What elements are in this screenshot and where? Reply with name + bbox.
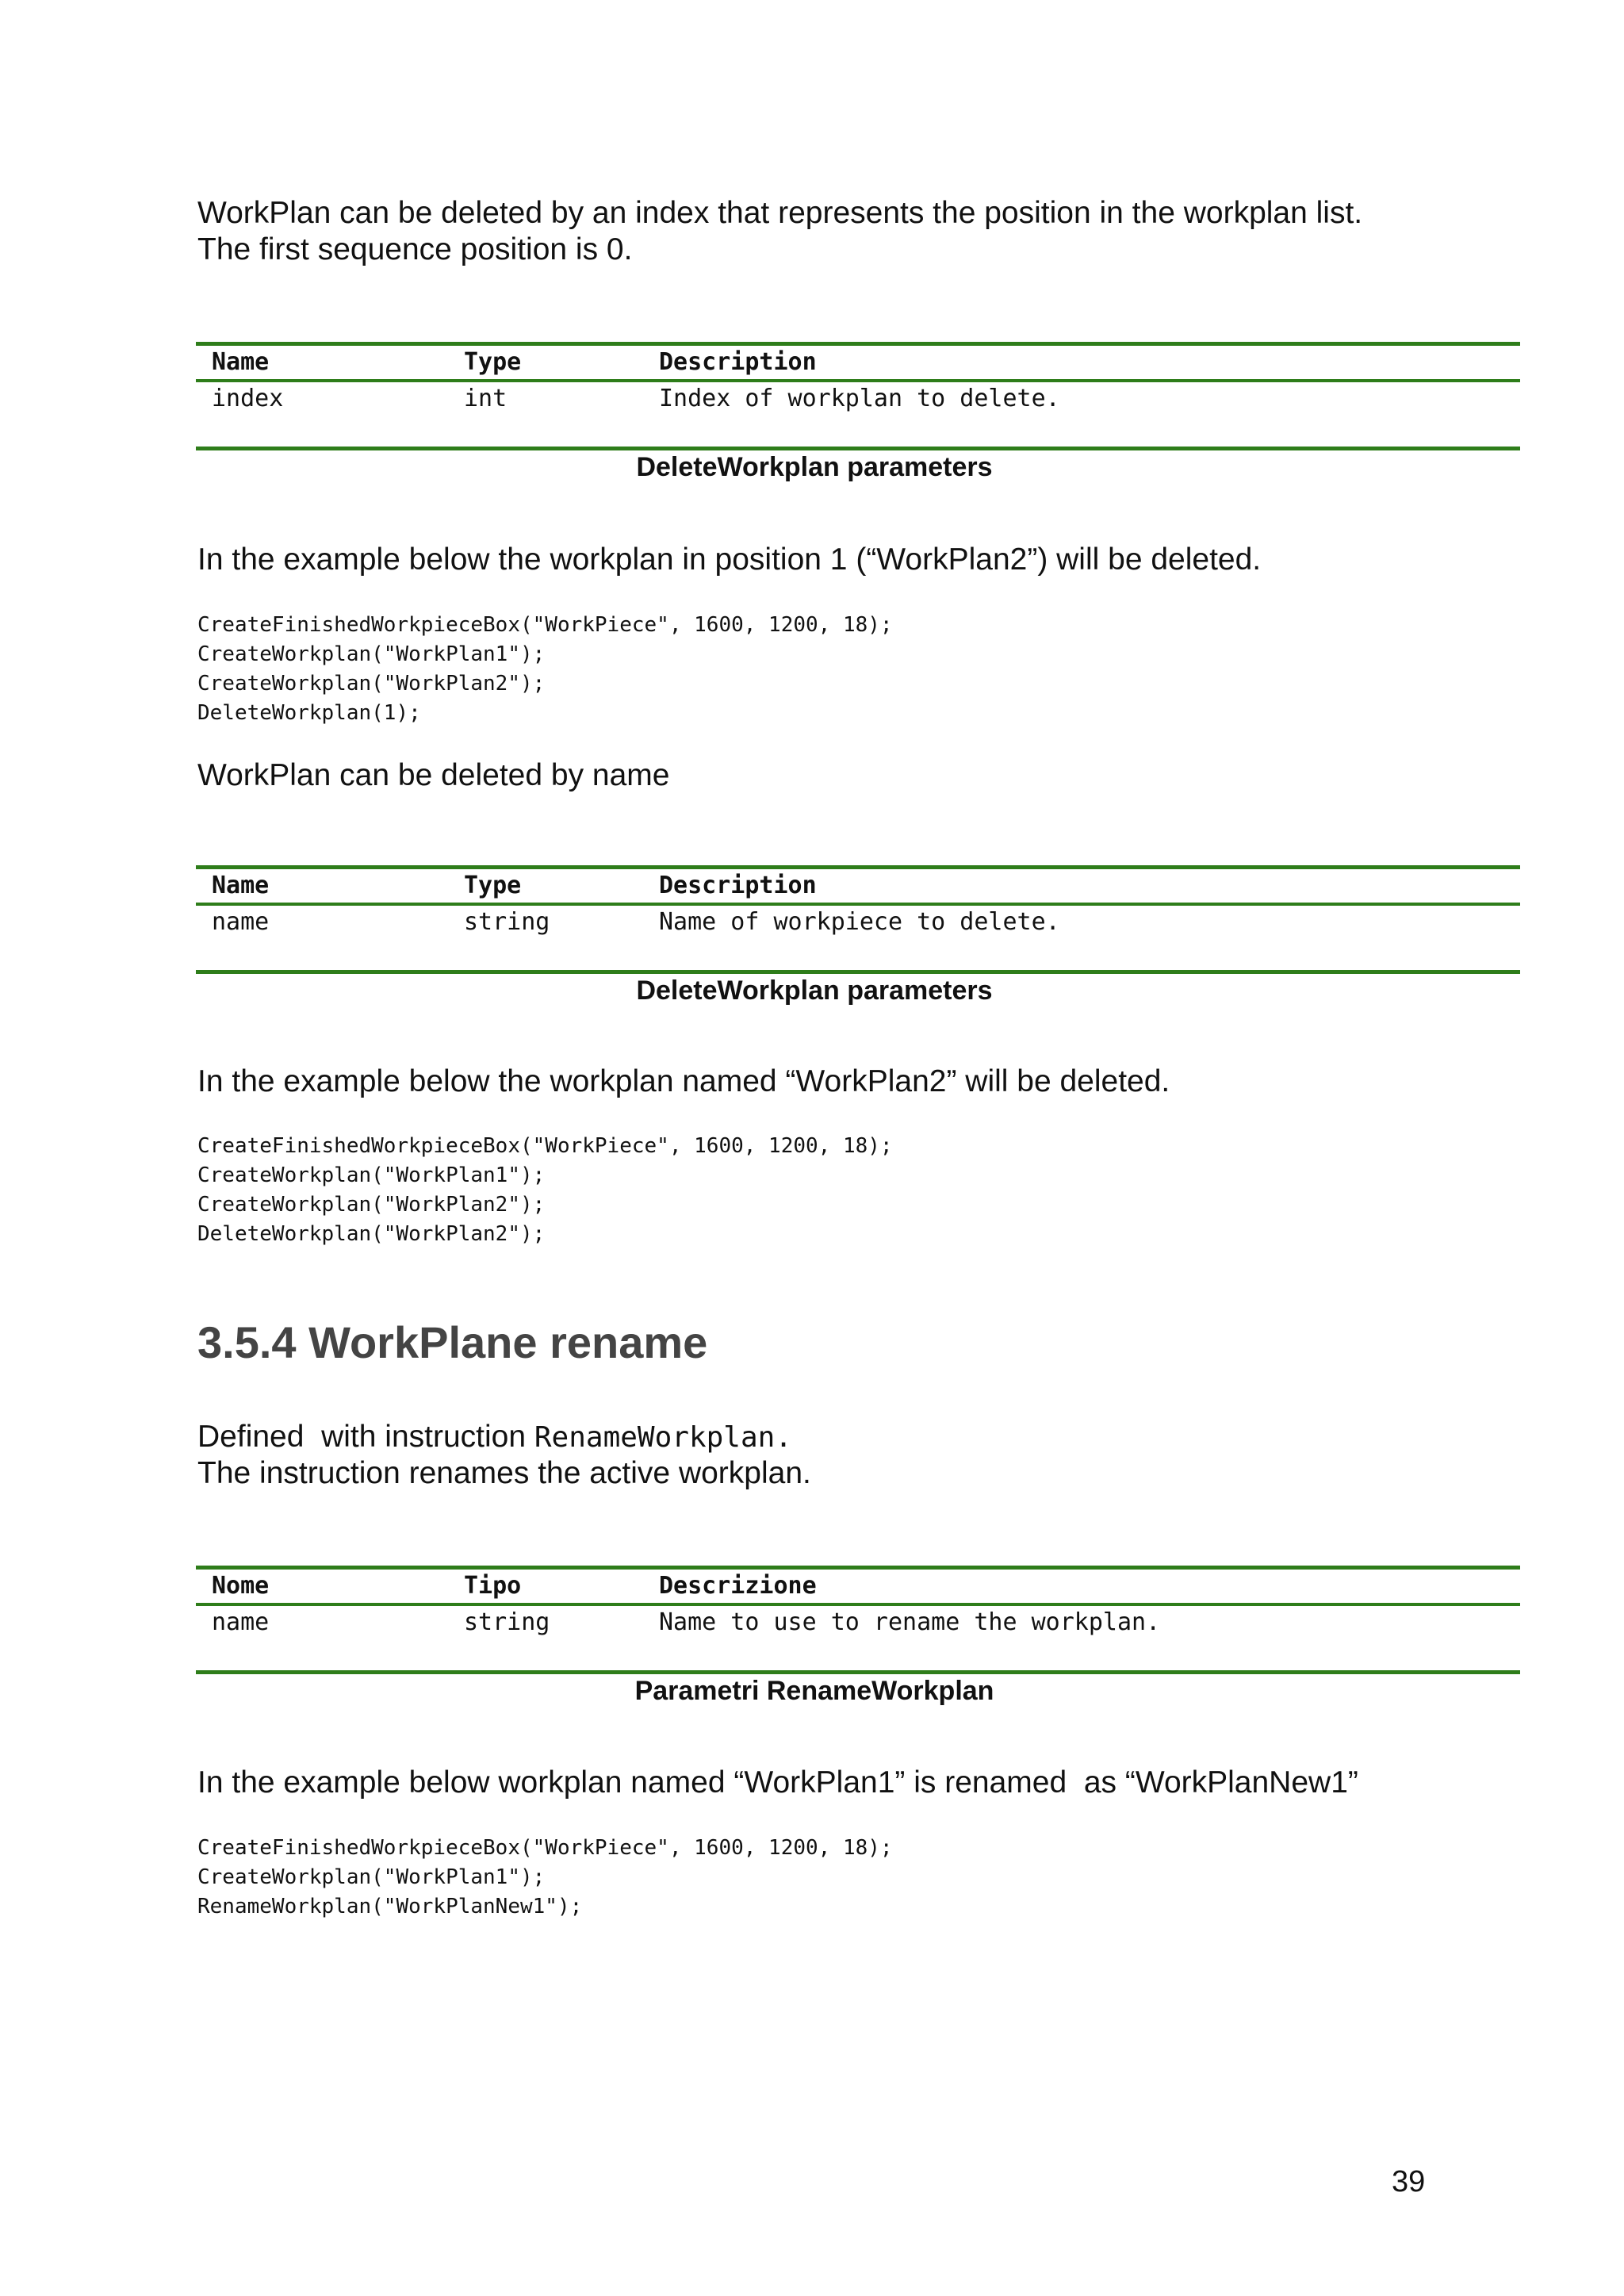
table-top-rule xyxy=(196,1566,1520,1570)
defined-line-2: The instruction renames the active workplan. xyxy=(197,1456,811,1490)
table-header-description: Description xyxy=(659,348,817,376)
table-header-name: Name xyxy=(212,348,270,376)
by-name-text: WorkPlan can be deleted by name xyxy=(197,758,670,792)
page-number: 39 xyxy=(1392,2165,1426,2198)
table-header-rule xyxy=(196,379,1520,382)
code-line: CreateWorkplan("WorkPlan1"); xyxy=(197,1865,546,1889)
table-cell-type: int xyxy=(464,385,508,412)
table-cell-description: Name to use to rename the workplan. xyxy=(659,1608,1161,1636)
parameters-table-index xyxy=(196,342,1520,493)
table-top-rule xyxy=(196,865,1520,869)
code-block-index xyxy=(197,611,1545,728)
code-line: CreateFinishedWorkpieceBox("WorkPiece", 1600, 1200, 18); xyxy=(197,1836,893,1860)
table-cell-description: Index of workplan to delete. xyxy=(659,385,1060,412)
example-name-text: In the example below the workplan named “WorkPlan2” will be deleted. xyxy=(197,1064,1170,1098)
code-block-name xyxy=(197,1132,1545,1249)
table-cell-name: name xyxy=(212,908,270,936)
example-index-text: In the example below the workplan in position 1 (“WorkPlan2”) will be deleted. xyxy=(197,542,1262,577)
parameters-table-rename xyxy=(196,1566,1520,1716)
table-caption: Parametri RenameWorkplan xyxy=(634,1676,994,1706)
table-header-rule xyxy=(196,1603,1520,1606)
code-block-rename xyxy=(197,1834,1545,1922)
table-header-description: Description xyxy=(659,872,817,899)
table-header-name: Name xyxy=(212,872,270,899)
table-header-type: Type xyxy=(464,348,522,376)
table-header-name: Nome xyxy=(212,1572,270,1600)
code-line: CreateFinishedWorkpieceBox("WorkPiece", 1600, 1200, 18); xyxy=(197,613,893,637)
code-line: RenameWorkplan("WorkPlanNew1"); xyxy=(197,1895,583,1918)
code-line: CreateWorkplan("WorkPlan1"); xyxy=(197,642,546,666)
code-line: CreateFinishedWorkpieceBox("WorkPiece", 1600, 1200, 18); xyxy=(197,1134,893,1158)
defined-instruction: RenameWorkplan. xyxy=(534,1421,792,1454)
table-top-rule xyxy=(196,342,1520,346)
defined-text xyxy=(197,1419,1530,1456)
table-header-rule xyxy=(196,903,1520,906)
code-line: DeleteWorkplan("WorkPlan2"); xyxy=(197,1222,546,1246)
example-rename-text: In the example below workplan named “WorkPlan1” is renamed as “WorkPlanNew1” xyxy=(197,1765,1358,1800)
table-cell-name: index xyxy=(212,385,284,412)
intro-line-1: WorkPlan can be deleted by an index that represents the position in the workplan list. xyxy=(197,196,1363,230)
table-cell-description: Name of workpiece to delete. xyxy=(659,908,1060,936)
table-header-description: Descrizione xyxy=(659,1572,817,1600)
code-line: DeleteWorkplan(1); xyxy=(197,701,421,725)
table-header-type: Tipo xyxy=(464,1572,522,1600)
code-line: CreateWorkplan("WorkPlan2"); xyxy=(197,672,546,696)
table-cell-type: string xyxy=(464,1608,550,1636)
table-cell-name: name xyxy=(212,1608,270,1636)
table-bottom-rule xyxy=(196,970,1520,974)
defined-prefix: Defined with instruction xyxy=(197,1420,534,1454)
code-line: CreateWorkplan("WorkPlan1"); xyxy=(197,1163,546,1187)
code-line: CreateWorkplan("WorkPlan2"); xyxy=(197,1193,546,1217)
parameters-table-name xyxy=(196,865,1520,1016)
table-caption: DeleteWorkplan parameters xyxy=(636,452,993,482)
table-header-type: Type xyxy=(464,872,522,899)
table-bottom-rule xyxy=(196,1670,1520,1674)
intro-line-2: The first sequence position is 0. xyxy=(197,232,633,266)
section-heading: 3.5.4 WorkPlane rename xyxy=(197,1317,708,1367)
table-bottom-rule xyxy=(196,447,1520,450)
table-caption: DeleteWorkplan parameters xyxy=(636,976,993,1006)
table-cell-type: string xyxy=(464,908,550,936)
